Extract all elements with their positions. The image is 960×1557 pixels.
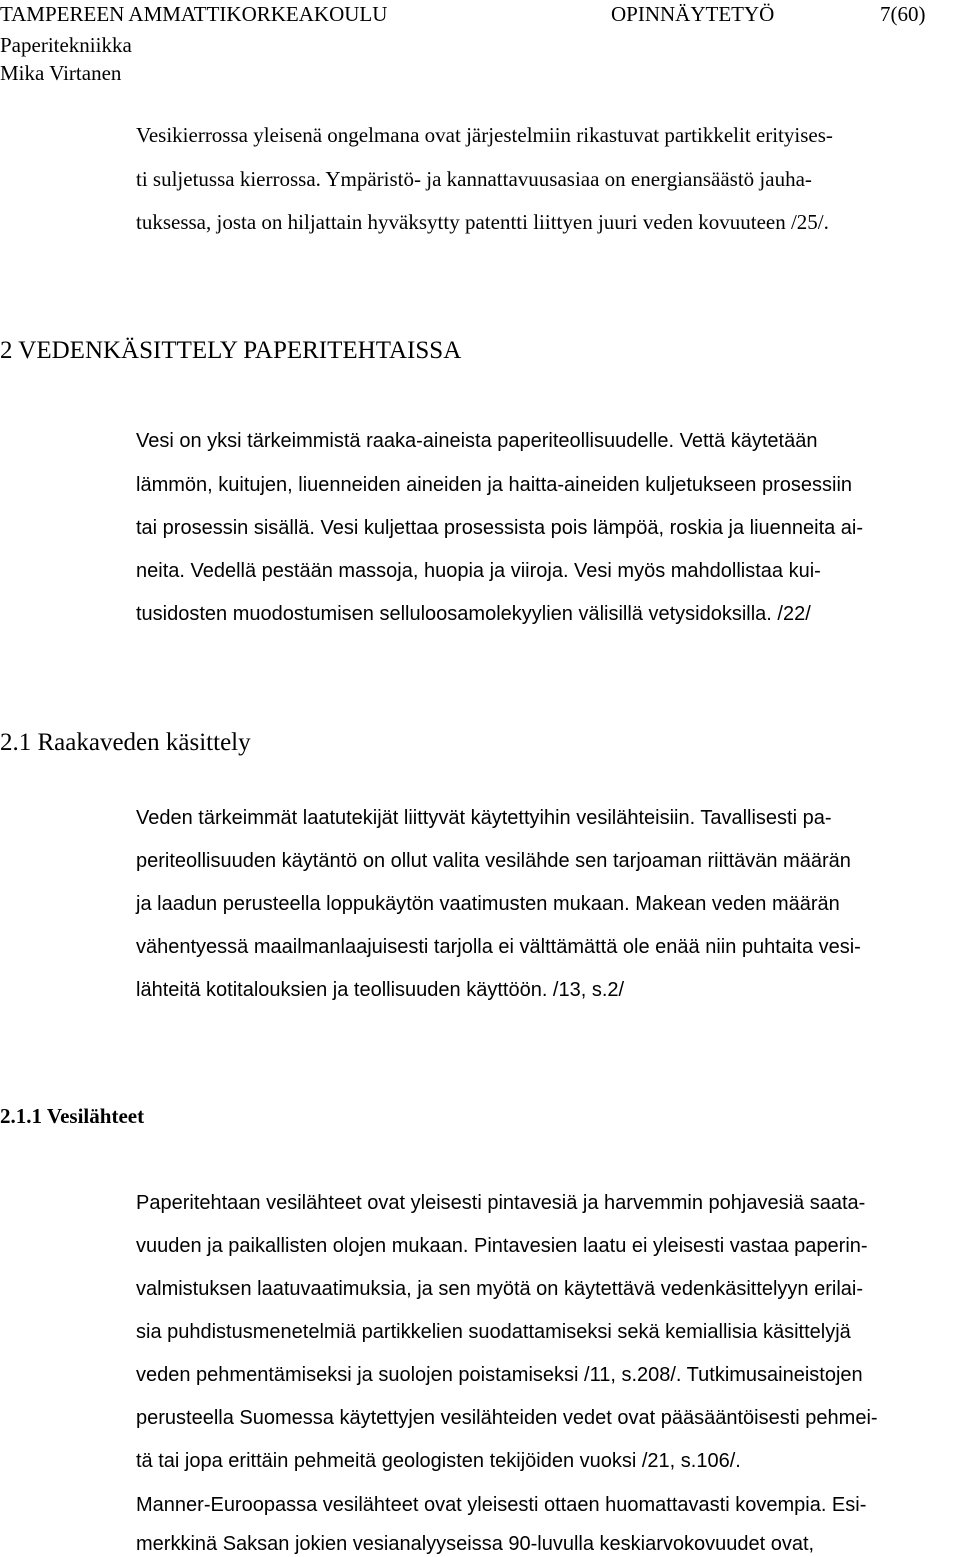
- header-page-number: 7(60): [880, 2, 926, 26]
- paragraph-line: tai prosessin sisällä. Vesi kuljettaa prosessista pois lämpöä, roskia ja liuenneita ai-: [136, 517, 864, 539]
- paragraph-line: perusteella Suomessa käytettyjen vesilähteiden vedet ovat pääsääntöisesti pehmei-: [136, 1407, 878, 1429]
- paragraph-line: merkkinä Saksan jokien vesianalyyseissa 90-luvulla keskiarvokovuudet ovat,: [136, 1533, 815, 1555]
- header-doc-type: OPINNÄYTETYÖ: [611, 2, 775, 26]
- section-heading-2-1-1: 2.1.1 Vesilähteet: [0, 1104, 145, 1128]
- paragraph-line: ti suljetussa kierrossa. Ympäristö- ja kannattavuusasiaa on energiansäästö jauha-: [136, 167, 812, 191]
- paragraph-line: vähentyessä maailmanlaajuisesti tarjolla ei välttämättä ole enää niin puhtaita vesi-: [136, 936, 861, 958]
- paragraph-line: neita. Vedellä pestään massoja, huopia ja viiroja. Vesi myös mahdollistaa kui-: [136, 560, 821, 582]
- header-author: Mika Virtanen: [0, 61, 122, 85]
- section-heading-2-1: 2.1 Raakaveden käsittely: [0, 729, 251, 756]
- header-institution: TAMPEREEN AMMATTIKORKEAKOULU: [0, 2, 388, 26]
- paragraph-line: tä tai jopa erittäin pehmeitä geologisten tekijöiden vuoksi /21, s.106/.: [136, 1450, 741, 1472]
- paragraph-line: lämmön, kuitujen, liuenneiden aineiden ja haitta-aineiden kuljetukseen prosessiin: [136, 474, 853, 496]
- paragraph-line: ja laadun perusteella loppukäytön vaatimusten mukaan. Makean veden määrän: [136, 893, 840, 915]
- paragraph-line: Veden tärkeimmät laatutekijät liittyvät käytettyihin vesilähteisiin. Tavallisesti pa-: [136, 807, 832, 829]
- header-program: Paperitekniikka: [0, 33, 132, 57]
- paragraph-line: vuuden ja paikallisten olojen mukaan. Pintavesien laatu ei yleisesti vastaa paperin-: [136, 1235, 868, 1257]
- paragraph-line: tusidosten muodostumisen selluloosamolekyylien välisillä vetysidoksilla. /22/: [136, 603, 811, 625]
- paragraph-line: Paperitehtaan vesilähteet ovat yleisesti pintavesiä ja harvemmin pohjavesiä saata-: [136, 1192, 866, 1214]
- paragraph-line: periteollisuuden käytäntö on ollut valita vesilähde sen tarjoaman riittävän määrän: [136, 850, 851, 872]
- paragraph-line: Vesi on yksi tärkeimmistä raaka-aineista paperiteollisuudelle. Vettä käytetään: [136, 430, 818, 452]
- paragraph-line: Vesikierrossa yleisenä ongelmana ovat järjestelmiin rikastuvat partikkelit erityises-: [136, 123, 833, 147]
- paragraph-line: sia puhdistusmenetelmiä partikkelien suodattamiseksi sekä kemiallisia käsittelyjä: [136, 1321, 851, 1343]
- paragraph-line: valmistuksen laatuvaatimuksia, ja sen myötä on käytettävä vedenkäsittelyyn erilai-: [136, 1278, 864, 1300]
- paragraph-line: lähteitä kotitalouksien ja teollisuuden käyttöön. /13, s.2/: [136, 979, 625, 1001]
- paragraph-line: Manner-Euroopassa vesilähteet ovat yleisesti ottaen huomattavasti kovempia. Esi-: [136, 1494, 867, 1516]
- section-heading-2: 2 VEDENKÄSITTELY PAPERITEHTAISSA: [0, 337, 462, 364]
- paragraph-line: tuksessa, josta on hiljattain hyväksytty patentti liittyen juuri veden kovuuteen /25/.: [136, 210, 829, 234]
- paragraph-line: veden pehmentämiseksi ja suolojen poistamiseksi /11, s.208/. Tutkimusaineistojen: [136, 1364, 863, 1386]
